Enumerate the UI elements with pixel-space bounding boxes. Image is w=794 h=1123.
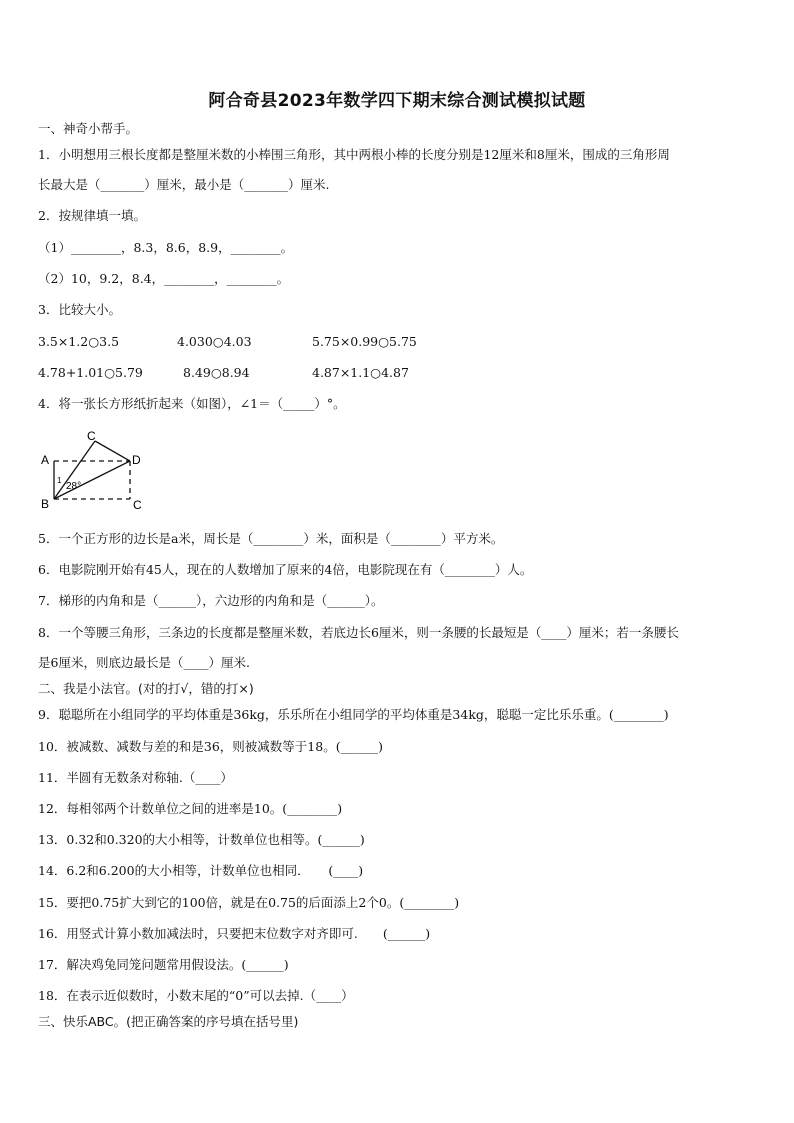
label-c-folded: C (87, 429, 96, 443)
label-c: C (133, 498, 142, 512)
compare-1: 3.5×1.2○3.5 (38, 334, 120, 349)
question-8-line-2: 是6厘米，则底边最长是（____）厘米. (38, 655, 250, 670)
compare-2: 4.030○4.03 (177, 334, 252, 349)
compare-6: 4.87×1.1○4.87 (312, 365, 409, 380)
angle-28-label: 28° (66, 481, 82, 492)
question-5: 5．一个正方形的边长是a米，周长是（________）米，面积是（________）平方米。 (38, 531, 504, 546)
question-10: 10．被减数、减数与差的和是36，则被减数等于18。(______) (38, 739, 383, 754)
question-2-part-2: （2）10，9.2，8.4，________，________。 (38, 271, 290, 286)
compare-4: 4.78+1.01○5.79 (38, 365, 143, 380)
page-title: 阿合奇县2023年数学四下期末综合测试模拟试题 (208, 91, 586, 111)
question-2: 2．按规律填一填。 (38, 208, 146, 223)
question-1-line-2: 长最大是（_______）厘米，最小是（_______）厘米. (38, 177, 330, 192)
label-b: B (41, 497, 50, 511)
question-15: 15．要把0.75扩大到它的100倍，就是在0.75的后面添上2个0。(________) (38, 895, 460, 910)
compare-5: 8.49○8.94 (183, 365, 250, 380)
question-14: 14．6.2和6.200的大小相等，计数单位也相同． (____) (38, 863, 364, 878)
label-a: A (41, 453, 50, 467)
question-11: 11．半圆有无数条对称轴.（____） (38, 770, 233, 785)
question-8-line-1: 8．一个等腰三角形，三条边的长度都是整厘米数，若底边长6厘米，则一条腰的长最短是（____）厘米；若一条腰长 (38, 625, 679, 640)
question-13: 13．0.32和0.320的大小相等，计数单位也相等。(______) (38, 832, 365, 847)
question-3: 3．比较大小。 (38, 302, 121, 317)
question-9: 9．聪聪所在小组同学的平均体重是36kg，乐乐所在小组同学的平均体重是34kg，聪聪一定比乐乐重。(________) (38, 707, 669, 722)
section-1-heading: 一、神奇小帮手。 (38, 121, 139, 136)
question-12: 12．每相邻两个计数单位之间的进率是10。(________) (38, 801, 343, 816)
question-6: 6．电影院刚开始有45人，现在的人数增加了原来的4倍，电影院现在有（________）人。 (38, 562, 533, 577)
section-2-heading: 二、我是小法官。(对的打√，错的打×) (38, 681, 254, 696)
folded-rectangle-figure (38, 428, 148, 514)
label-d: D (132, 453, 141, 467)
question-1-line-1: 1．小明想用三根长度都是整厘米数的小棒围三角形，其中两根小棒的长度分别是12厘米和8厘米，围成的三角形周 (38, 147, 670, 162)
angle-1-label: 1 (57, 476, 62, 485)
section-3-heading: 三、快乐ABC。(把正确答案的序号填在括号里) (38, 1014, 299, 1029)
question-18: 18．在表示近似数时，小数末尾的“0”可以去掉.（____） (38, 988, 354, 1003)
question-7: 7．梯形的内角和是（______），六边形的内角和是（______）。 (38, 593, 384, 608)
question-4: 4．将一张长方形纸折起来（如图），∠1＝（_____）°。 (38, 396, 346, 411)
compare-3: 5.75×0.99○5.75 (312, 334, 417, 349)
question-17: 17．解决鸡兔同笼问题常用假设法。(______) (38, 957, 289, 972)
question-2-part-1: （1）________，8.3，8.6，8.9，________。 (38, 240, 294, 255)
question-16: 16．用竖式计算小数加减法时，只要把末位数字对齐即可. (______) (38, 926, 431, 941)
